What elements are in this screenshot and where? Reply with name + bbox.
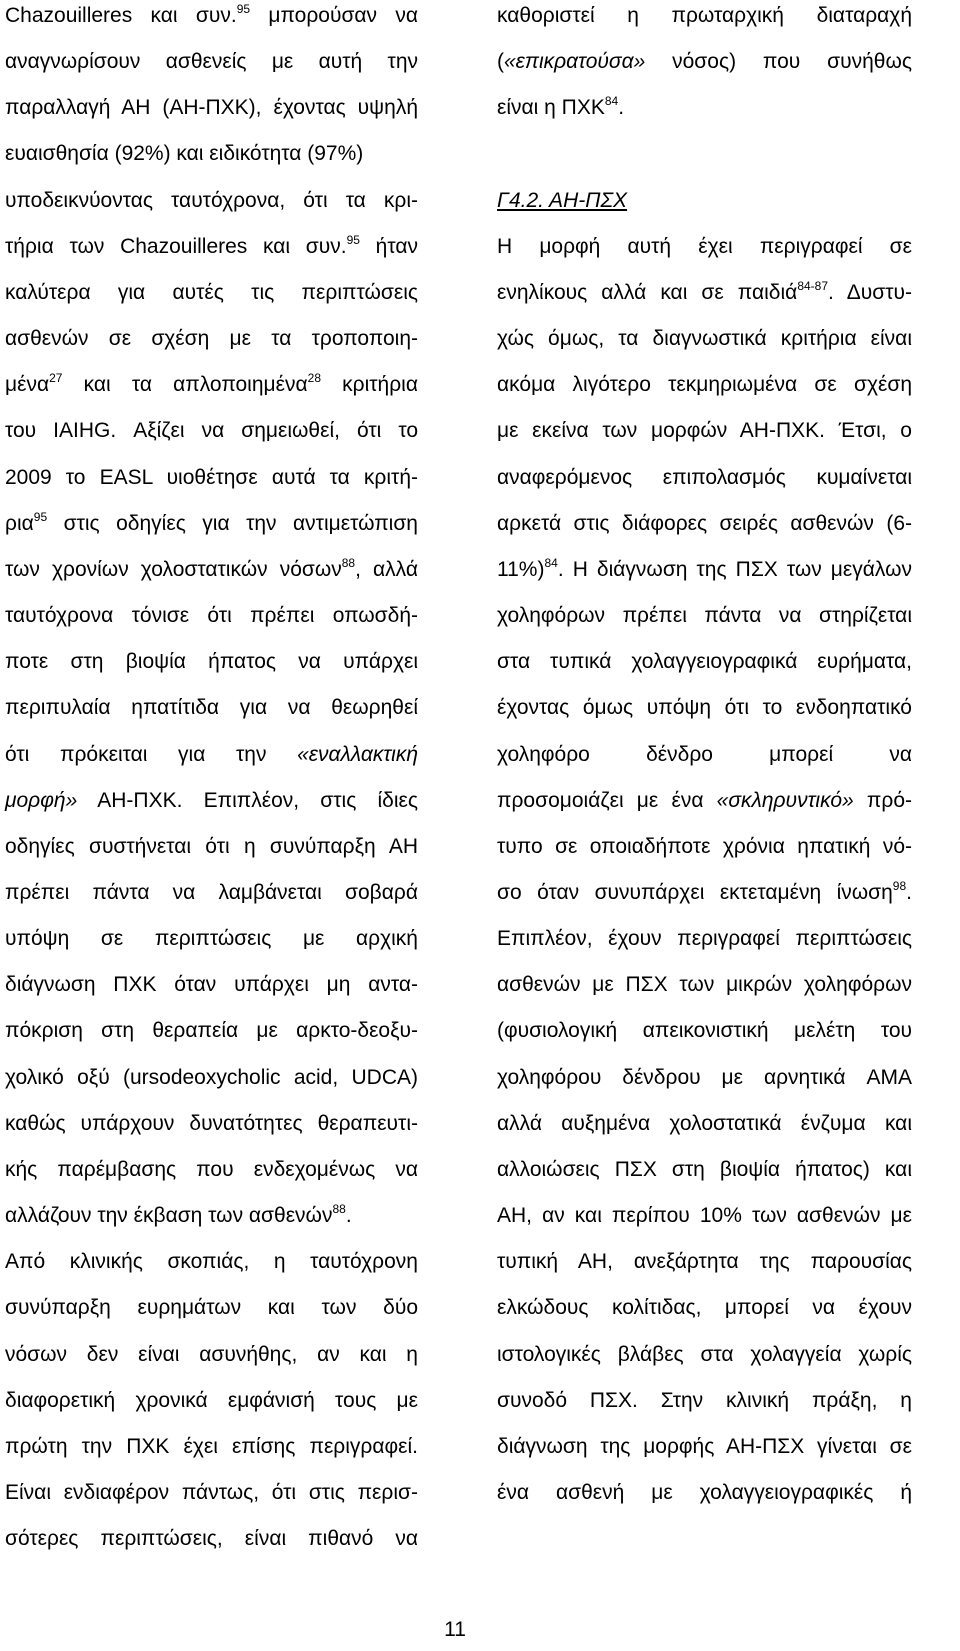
text-segment: ενηλίκους αλλά και σε παιδιά [497,280,798,304]
text-line [497,593,912,639]
text-line [497,408,912,454]
text-segment: αναγνωρίσουν ασθενείς με αυτή την [5,50,418,74]
text-segment: . Η διάγνωση της ΠΣΧ των μεγάλων [557,557,912,581]
text-line [5,362,418,408]
text-line [5,1055,418,1101]
text-segment: και τα απλοποιημένα [62,373,308,397]
text-line [5,685,418,731]
text-segment: μένα [5,373,50,397]
text-segment: μπορούσαν να [250,4,418,27]
text-segment: τυπική ΑΗ, ανεξάρτητα της παρουσίας [497,1250,912,1274]
text-segment: νόσος) που συνήθως [645,50,912,74]
text-segment: χώς όμως, τα διαγνωστικά κριτήρια είναι [497,327,912,351]
text-segment: . [906,880,912,904]
text-segment: ασθενών σε σχέση με τα τροποποιη- [5,327,418,351]
text-segment: ιστολογικές βλάβες στα χολαγγεία χωρίς [497,1342,912,1366]
text-line [5,732,418,778]
text-line [5,1193,418,1239]
text-segment: ( [497,50,504,74]
citation-ref: 84 [544,555,558,570]
text-segment: ΑΗ-ΠΧΚ. Επιπλέον, στις ίδιες [77,788,418,812]
text-segment: αρκετά στις διάφορες σειρές ασθενών (6- [497,511,912,535]
text-segment: διάγνωση της μορφής ΑΗ-ΠΣΧ γίνεται σε [497,1434,912,1458]
text-line [497,224,912,270]
text-line [497,870,912,916]
text-segment: ήταν [359,234,418,258]
citation-ref: 95 [33,509,48,524]
text-segment: Από κλινικής σκοπιάς, η ταυτόχρονη [5,1250,418,1274]
citation-ref: 98 [892,878,907,893]
text-line [497,1055,912,1101]
text-line [5,824,418,870]
text-line [497,1424,912,1470]
text-line [497,824,912,870]
text-line [497,1147,912,1193]
text-segment: συνύπαρξη ευρημάτων και των δύο [5,1296,418,1320]
text-segment: . [345,1204,352,1228]
text-segment: τήρια των Chazouilleres και συν. [5,234,347,258]
text-line [497,685,912,731]
citation-ref: 27 [49,371,63,386]
text-segment: συνοδό ΠΣΧ. Στην κλινική πράξη, η [497,1388,912,1412]
text-line [497,916,912,962]
text-segment: σότερες περιπτώσεις, είναι πιθανό να [5,1527,418,1551]
text-line [497,0,912,39]
text-line [5,1424,418,1470]
text-line [497,131,912,177]
text-segment: χοληφόρου δένδρου με αρνητικά AMA [497,1065,912,1089]
text-segment: οδηγίες συστήνεται ότι η συνύπαρξη ΑΗ [5,834,418,858]
text-segment: καλύτερα για αυτές τις περιπτώσεις [5,280,418,304]
text-segment: πόκριση στη θεραπεία με αρκτο-δεοξυ- [5,1019,418,1043]
text-line [497,1008,912,1054]
text-segment: υπόψη σε περιπτώσεις με αρχική [5,927,418,951]
text-segment: Είναι ενδιαφέρον πάντως, ότι στις περισ- [5,1481,418,1504]
text-line [5,85,418,131]
text-segment: διαφορετική χρονικά εμφάνισή τους με [5,1388,418,1412]
text-segment: προσομοιάζει με ένα [497,788,717,812]
text-segment: χοληφόρων πρέπει πάντα να στηρίζεται [497,604,912,628]
text-line [497,1332,912,1378]
text-segment: υποδεικνύοντας ταυτόχρονα, ότι τα κρι- [5,188,418,212]
text-segment: χοληφόρο δένδρο μπορεί να [497,742,912,766]
text-line [5,501,418,547]
text-segment: περιπυλαία ηπατίτιδα για να θεωρηθεί [5,696,418,720]
text-line [5,131,418,177]
text-segment: των χρονίων χολοστατικών νόσων [5,557,342,581]
text-segment: ότι πρόκειται για την [5,742,298,766]
text-segment: . Δυστυ- [828,280,912,304]
text-line [5,0,418,39]
text-segment: νόσων δεν είναι ασυνήθης, αν και η [5,1342,418,1366]
text-segment: (φυσιολογική απεικονιστική μελέτη του [497,1019,912,1043]
text-segment: αλλά αυξημένα χολοστατικά ένζυμα και [497,1111,912,1135]
text-segment: ρια [5,511,34,535]
emphasis-text: «σκληρυντικό» [716,788,854,812]
text-segment: αλλάζουν την έκβαση των ασθενών [5,1204,333,1228]
text-line [497,962,912,1008]
text-segment: 2009 το EASL υιοθέτησε αυτά τα κριτή- [5,465,418,489]
text-segment: είναι η ΠΧΚ [497,96,605,120]
text-segment: σο όταν συνυπάρχει εκτεταμένη ίνωση [497,880,893,904]
text-segment: χολικό οξύ (ursodeoxycholic acid, UDCA) [5,1065,418,1089]
text-line [497,1193,912,1239]
emphasis-text: «εναλλακτική [297,742,418,766]
text-segment: ένα ασθενή με χολαγγειογραφικές ή [497,1481,912,1504]
text-line [497,547,912,593]
text-segment: ελκώδους κολίτιδας, μπορεί να έχουν [497,1296,912,1320]
text-segment: ποτε στη βιοψία ήπατος να υπάρχει [5,650,418,674]
citation-ref: 84 [604,94,619,109]
text-line [497,455,912,501]
text-line [497,270,912,316]
section-heading: Γ4.2. ΑΗ-ΠΣΧ [497,188,628,212]
citation-ref: 95 [236,2,251,16]
text-line [497,178,912,224]
text-segment: αναφερόμενος επιπολασμός κυμαίνεται [497,465,912,489]
text-segment: στα τυπικά χολαγγειογραφικά ευρήματα, [497,650,912,674]
text-line [497,778,912,824]
text-line [5,870,418,916]
emphasis-text: μορφή» [5,788,78,812]
text-line [5,316,418,362]
text-segment: , αλλά [355,557,418,581]
text-segment: Chazouilleres και συν. [5,4,237,27]
text-segment: ΑΗ, αν και περίπου 10% των ασθενών με [497,1204,912,1228]
text-segment: πρέπει πάντα να λαμβάνεται σοβαρά [5,880,418,904]
text-line [5,1239,418,1285]
text-line [5,1516,418,1562]
text-line [497,732,912,778]
citation-ref: 88 [332,1202,346,1217]
text-line [5,39,418,85]
text-line [5,270,418,316]
text-line [5,916,418,962]
text-segment: του IAIHG. Αξίζει να σημειωθεί, ότι το [5,419,418,443]
text-segment: πρώτη την ΠΧΚ έχει επίσης περιγραφεί. [5,1434,418,1458]
text-line [5,1332,418,1378]
text-segment: . [618,96,625,120]
text-segment: Επιπλέον, έχουν περιγραφεί περιπτώσεις [497,927,912,951]
text-line [497,1285,912,1331]
text-segment: ακόμα λιγότερο τεκμηριωμένα σε σχέση [497,373,912,397]
text-line [5,593,418,639]
text-segment: Η μορφή αυτή έχει περιγραφεί σε [497,234,912,258]
text-segment: 11%) [497,557,545,581]
text-segment: ευαισθησία (92%) και ειδικότητα (97%) [5,142,364,166]
text-segment: πρό- [853,788,912,812]
text-line [5,1101,418,1147]
text-segment: τυπο σε οποιαδήποτε χρόνια ηπατική νό- [497,834,912,858]
text-segment: στις οδηγίες για την αντιμετώπιση [47,511,418,535]
text-line [5,1470,418,1516]
text-segment: έχοντας όμως υπόψη ότι το ενδοηπατικό [497,696,912,720]
text-segment: καθώς υπάρχουν δυνατότητες θεραπευτι- [5,1111,418,1135]
text-line [5,224,418,270]
text-segment: παραλλαγή ΑΗ (ΑΗ-ΠΧΚ), έχοντας υψηλή [5,96,418,120]
text-segment: αλλοιώσεις ΠΣΧ στη βιοψία ήπατος) και [497,1157,912,1181]
citation-ref: 84-87 [797,278,829,293]
text-segment: κής παρέμβασης που ενδεχομένως να [5,1157,418,1181]
text-line [497,1101,912,1147]
text-segment: κριτήρια [321,373,418,397]
text-segment: ταυτόχρονα τόνισε ότι πρέπει οπωσδή- [5,604,418,628]
text-line [497,1470,912,1516]
text-line [497,85,912,131]
text-segment: καθοριστεί η πρωταρχική διαταραχή [497,4,912,27]
text-line [497,639,912,685]
citation-ref: 28 [307,371,321,386]
citation-ref: 88 [341,555,356,570]
text-line [497,1239,912,1285]
text-line [497,501,912,547]
text-segment: ασθενών με ΠΣΧ των μικρών χοληφόρων [497,973,912,997]
text-segment: με εκείνα των μορφών ΑΗ-ΠΧΚ. Έτσι, ο [497,419,912,443]
text-segment: διάγνωση ΠΧΚ όταν υπάρχει μη αντα- [5,973,418,997]
text-line [5,408,418,454]
page-number: 11 [444,1618,466,1641]
text-line [5,778,418,824]
text-line [497,362,912,408]
text-line [5,639,418,685]
right-text-column [497,0,912,1516]
left-text-column [5,0,418,1562]
text-line [5,178,418,224]
text-line [497,1378,912,1424]
text-line [5,547,418,593]
text-line [497,316,912,362]
text-line [5,1285,418,1331]
emphasis-text: «επικρατούσα» [504,50,646,74]
text-line [5,1378,418,1424]
text-line [5,1008,418,1054]
text-line [5,1147,418,1193]
text-line [5,962,418,1008]
text-line [497,39,912,85]
citation-ref: 95 [346,232,360,247]
text-line [5,455,418,501]
